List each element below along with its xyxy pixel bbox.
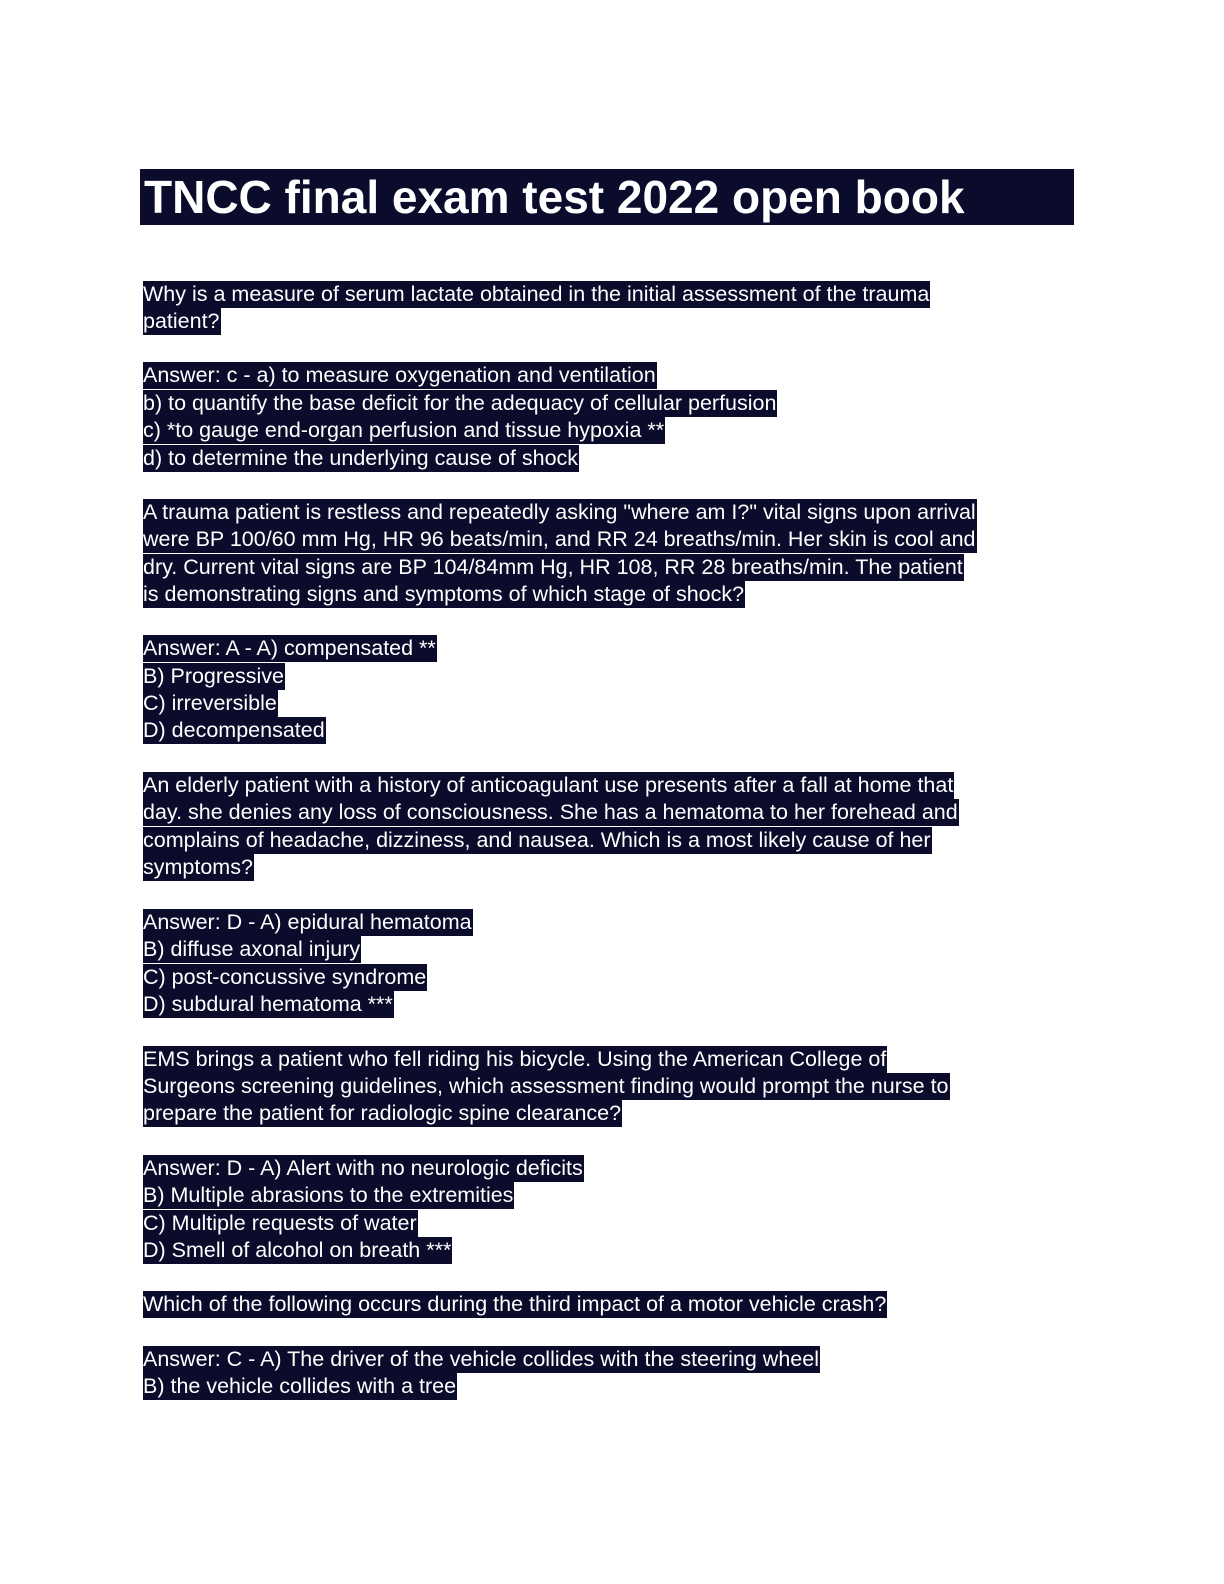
question-4-line-3: prepare the patient for radiologic spine clearance?	[143, 1101, 622, 1125]
question-2-line-4: is demonstrating signs and symptoms of which stage of shock?	[143, 582, 745, 606]
question-3-line-1: An elderly patient with a history of anticoagulant use presents after a fall at home that	[143, 773, 954, 797]
question-3-line-3: complains of headache, dizziness, and nausea. Which is a most likely cause of her	[143, 828, 931, 852]
question-4-line-2: Surgeons screening guidelines, which assessment finding would prompt the nurse to	[143, 1074, 949, 1098]
question-2-line-3: dry. Current vital signs are BP 104/84mm Hg, HR 108, RR 28 breaths/min. The patient	[143, 555, 963, 579]
answer-1-line-2: b) to quantify the base deficit for the adequacy of cellular perfusion	[143, 391, 777, 415]
answer-2-line-1: Answer: A - A) compensated **	[143, 636, 436, 660]
question-3-line-4: symptoms?	[143, 855, 253, 879]
answer-3-line-3: C) post-concussive syndrome	[143, 965, 427, 989]
answer-3-line-4: D) subdural hematoma ***	[143, 992, 393, 1016]
answer-2-line-3: C) irreversible	[143, 691, 277, 715]
title-highlight	[140, 169, 1074, 225]
answer-1-line-4: d) to determine the underlying cause of shock	[143, 446, 579, 470]
answer-2-line-4: D) decompensated	[143, 718, 325, 742]
answer-5-line-1: Answer: C - A) The driver of the vehicle collides with the steering wheel	[143, 1347, 819, 1371]
answer-3-line-1: Answer: D - A) epidural hematoma	[143, 910, 472, 934]
answer-4-line-3: C) Multiple requests of water	[143, 1211, 417, 1235]
question-2-line-1: A trauma patient is restless and repeatedly asking "where am I?" vital signs upon arrival	[143, 500, 976, 524]
answer-3-line-2: B) diffuse axonal injury	[143, 937, 361, 961]
answer-4-line-2: B) Multiple abrasions to the extremities	[143, 1183, 514, 1207]
answer-1-line-3: c) *to gauge end-organ perfusion and tissue hypoxia **	[143, 418, 665, 442]
document-title: TNCC final exam test 2022 open book	[144, 171, 965, 223]
question-3-line-2: day. she denies any loss of consciousness. She has a hematoma to her forehead and	[143, 800, 958, 824]
question-1-line-2: patient?	[143, 309, 220, 333]
question-5-line-1: Which of the following occurs during the third impact of a motor vehicle crash?	[143, 1292, 887, 1316]
answer-4-line-1: Answer: D - A) Alert with no neurologic deficits	[143, 1156, 583, 1180]
answer-2-line-2: B) Progressive	[143, 664, 284, 688]
question-4-line-1: EMS brings a patient who fell riding his bicycle. Using the American College of	[143, 1047, 887, 1071]
answer-1-line-1: Answer: c - a) to measure oxygenation and ventilation	[143, 363, 656, 387]
answer-5-line-2: B) the vehicle collides with a tree	[143, 1374, 457, 1398]
answer-4-line-4: D) Smell of alcohol on breath ***	[143, 1238, 452, 1262]
question-2-line-2: were BP 100/60 mm Hg, HR 96 beats/min, and RR 24 breaths/min. Her skin is cool and	[143, 527, 976, 551]
question-1-line-1: Why is a measure of serum lactate obtained in the initial assessment of the trauma	[143, 282, 930, 306]
